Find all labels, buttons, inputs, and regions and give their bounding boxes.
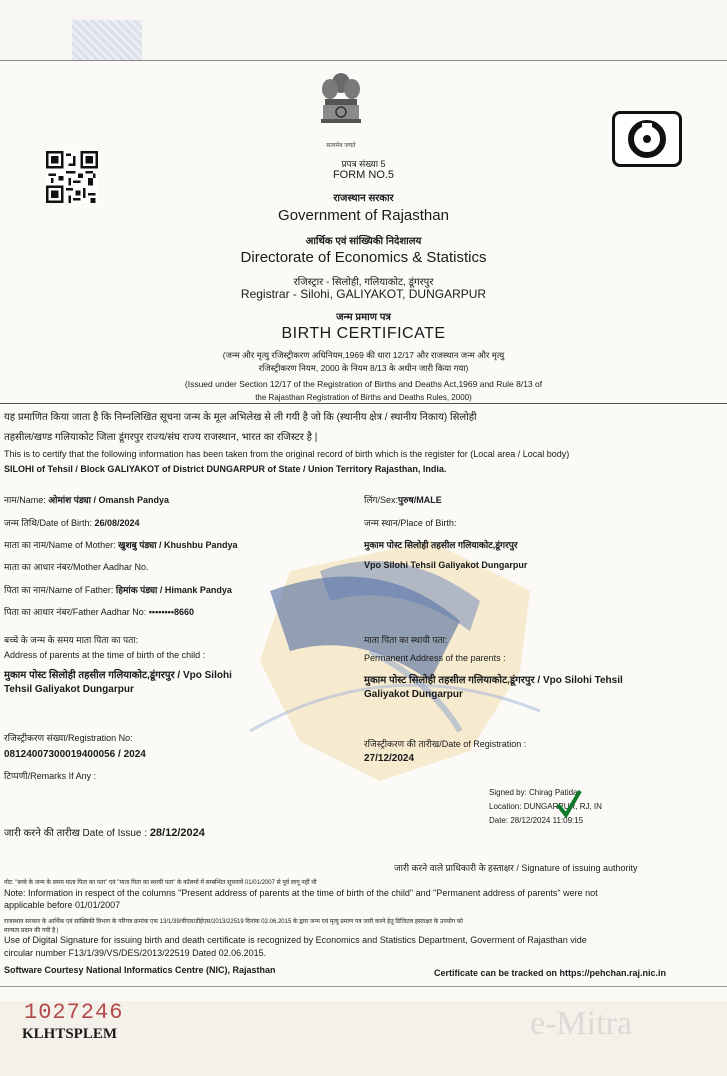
sex-value: पुरुष/MALE: [398, 495, 442, 505]
registration-date-value: 27/12/2024: [364, 753, 415, 764]
act-hindi-line-2: रजिस्ट्रीकरण नियम, 2000 के नियम 8/13 के अधीन जारी किया गया): [258, 363, 469, 373]
issue-date-label: जारी करने की तारीख Date of Issue :: [4, 828, 148, 839]
government-hindi: राजस्थान सरकार: [333, 193, 394, 204]
top-band: [0, 0, 727, 60]
bottom-divider: [0, 986, 727, 987]
permanent-address-label: Permanent Address of the parents :: [364, 653, 506, 663]
act-english-line-1: (Issued under Section 12/17 of the Registration of Births and Deaths Act,1969 and Rule 8/13 of: [184, 379, 543, 389]
father-aadhar-label: पिता का आधार नंबर/Father Aadhar No:: [4, 607, 147, 617]
name-value: ओमांश पंड्या / Omansh Pandya: [48, 495, 170, 505]
certify-hindi-line-2: तहसील/खण्ड गलियाकोट जिला डूंगरपुर राज्य/संघ राज्य राजस्थान, भारत का रजिस्टर है |: [4, 432, 318, 443]
digital-signature-english-line-1: Use of Digital Signature for issuing birth and death certificate is recognized by Economics and Statistics Department, Goverment of Rajasthan vide: [4, 935, 587, 945]
note-english-line-2: applicable before 01/01/2007: [4, 900, 121, 910]
stamp-serial-number: 1027246: [24, 1000, 124, 1025]
tracking-url[interactable]: Certificate can be tracked on https://pehchan.raj.nic.in: [434, 968, 667, 978]
birth-address-line-2: Tehsil Galiyakot Dungarpur: [4, 684, 134, 695]
registrar-hindi: रजिस्ट्रार - सिलोही, गलियाकोट, डूंगरपुर: [293, 277, 434, 288]
dob-value: 26/08/2024: [94, 518, 140, 528]
issuing-authority-signature: जारी करने वाले प्राधिकारी के हस्ताक्षर / Signature of issuing authority: [394, 863, 638, 873]
certificate-title: BIRTH CERTIFICATE: [281, 325, 446, 342]
mother-label: माता का नाम/Name of Mother:: [4, 540, 116, 550]
directorate-hindi: आर्थिक एवं सांख्यिकी निदेशालय: [305, 236, 422, 247]
hologram-sticker: [72, 20, 142, 62]
emitra-watermark: e-Mitra: [530, 1005, 632, 1042]
sex-label: लिंग/Sex:: [364, 495, 399, 505]
birth-address-label: Address of parents at the time of birth of the child :: [4, 650, 206, 660]
registrar-title: Registrar - Silohi, GALIYAKOT, DUNGARPUR: [240, 287, 487, 301]
divider: [0, 403, 727, 404]
signature-location: Location: DUNGARPUR, RJ, IN: [489, 802, 602, 811]
national-emblem-icon: [316, 69, 366, 139]
permanent-address-line-2: Galiyakot Dungarpur: [364, 689, 463, 700]
software-courtesy: Software Courtesy National Informatics Centre (NIC), Rajasthan: [4, 965, 276, 975]
certificate-title-hindi: जन्म प्रमाण पत्र: [336, 312, 391, 323]
birth-certificate: [0, 60, 727, 1001]
remarks-label: टिप्पणी/Remarks If Any :: [4, 771, 97, 781]
pob-value-hindi: मुकाम पोस्ट सिलोही तहसील गलियाकोट,डूंगरपुर: [364, 540, 518, 550]
permanent-address-line-1: मुकाम पोस्ट सिलोही तहसील गलियाकोट,डूंगरपुर / Vpo Silohi Tehsil: [364, 675, 623, 686]
pob-label: जन्म स्थान/Place of Birth:: [364, 518, 457, 528]
name-label: नाम/Name:: [4, 495, 46, 505]
registration-date-label: रजिस्ट्रीकरण की तारीख/Date of Registration :: [364, 739, 527, 749]
stamp-code: KLHTSPLEM: [22, 1026, 118, 1042]
note-hindi: नोट: "बच्चे के जन्म के समय माता पिता का पता" एवं "माता पिता का स्थायी पता" के कॉलमों में सम्बन्धित सूचनायें 01/01/2007 से पूर्व लागू नहीं थी: [4, 880, 317, 886]
signed-by: Signed by: Chirag Patidar: [489, 788, 581, 797]
dob-label: जन्म तिथि/Date of Birth:: [4, 518, 92, 528]
directorate-title: Directorate of Economics & Statistics: [240, 249, 487, 266]
emblem-caption: सत्यमेव जयते: [326, 143, 356, 149]
permanent-address-label-hindi: माता पिता का स्थायी पता:: [364, 635, 448, 645]
government-title: Government of Rajasthan: [278, 207, 449, 224]
digital-signature-hindi-line-2: मान्यता प्रदान की गयी है |: [4, 928, 59, 934]
father-aadhar-value: ••••••••8660: [148, 607, 195, 617]
certify-english-line-1: This is to certify that the following information has been taken from the original record of birth which is the register for (Local area / Local body): [4, 449, 570, 459]
issue-date-value: 28/12/2024: [149, 827, 205, 839]
form-no: FORM NO.5: [332, 169, 395, 181]
signature-verified-check-icon: [556, 789, 582, 819]
signature-date: Date: 28/12/2024 11:09:15: [489, 816, 584, 825]
pehchan-logo-icon: [625, 119, 669, 159]
birth-address-label-hindi: बच्चे के जन्म के समय माता पिता का पता:: [4, 635, 139, 645]
father-value: हिमांक पंड्या / Himank Pandya: [115, 585, 232, 595]
certify-english-line-2: SILOHI of Tehsil / Block GALIYAKOT of District DUNGARPUR of State / Union Territory Rajasthan, India.: [4, 464, 447, 474]
mother-value: खुशबु पंड्या / Khushbu Pandya: [118, 540, 238, 550]
note-english-line-1: Note: Information in respect of the columns "Present address of parents at the time of birth of the child" and "Permanent address of parents" were not: [4, 888, 598, 898]
birth-address-line-1: मुकाम पोस्ट सिलोही तहसील गलियाकोट,डूंगरपुर / Vpo Silohi: [4, 670, 232, 681]
father-label: पिता का नाम/Name of Father:: [4, 585, 114, 595]
registration-no-label: रजिस्ट्रीकरण संख्या/Registration No:: [4, 733, 133, 743]
pob-value-english: Vpo Silohi Tehsil Galiyakot Dungarpur: [364, 560, 528, 570]
mother-aadhar-label: माता का आधार नंबर/Mother Aadhar No.: [4, 562, 149, 572]
act-english-line-2: the Rajasthan Registration of Births and Deaths Rules, 2000): [255, 393, 472, 402]
form-no-hindi: प्रपत्र संख्या 5: [341, 159, 386, 169]
digital-signature-english-line-2: circular number F13/1/39/VS/DES/2013/22519 Dated 02.06.2015.: [4, 948, 267, 958]
registration-no-value: 08124007300019400056 / 2024: [4, 749, 146, 760]
digital-signature-hindi-line-1: राजस्थान सरकार के आर्थिक एवं सांख्यिकी विभाग के परिपत्र क्रमांक एफ 13/1/39/वीएस/डीईएस/2013/22519 दिनांक 02.06.2015 के द्वारा जन्म एवं मृत्यु प्रमाण पत्र जारी करने हेतु डिजिटल हस्ताक्षर के उपयोग को: [4, 919, 463, 925]
certify-hindi-line-1: यह प्रमाणित किया जाता है कि निम्नलिखित सूचना जन्म के मूल अभिलेख से ली गयी है जो कि (स्थानीय क्षेत्र / स्थानीय निकाय) सिलोही: [4, 412, 477, 423]
act-hindi-line-1: (जन्म और मृत्यु रजिस्ट्रीकरण अधिनियम,1969 की धारा 12/17 और राजस्थान जन्म और मृत्यु: [222, 350, 505, 360]
